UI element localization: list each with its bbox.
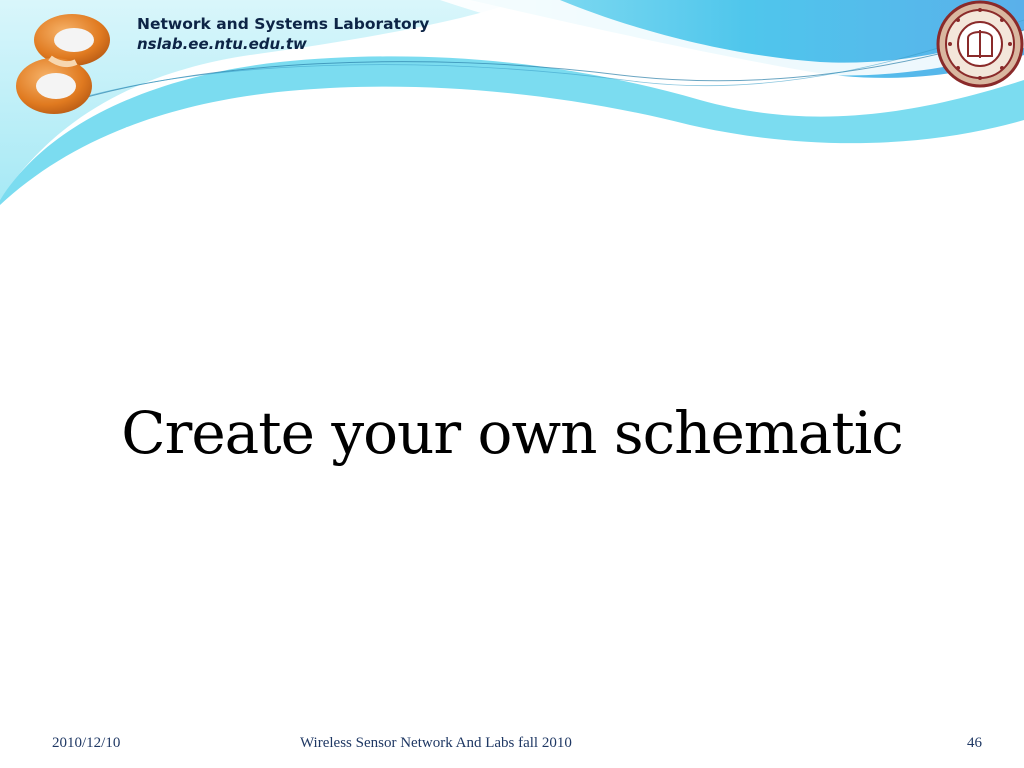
university-seal-icon [936,0,1024,88]
lab-name: Network and Systems Laboratory [137,15,430,33]
page-number: 46 [967,735,982,751]
lab-url: nslab.ee.ntu.edu.tw [137,35,307,53]
footer-course-title: Wireless Sensor Network And Labs fall 2010 [300,735,572,751]
lab-header [137,14,429,54]
infinity-logo-icon [10,6,118,118]
slide-title: Create your own schematic [121,399,903,467]
footer-date: 2010/12/10 [52,735,121,751]
